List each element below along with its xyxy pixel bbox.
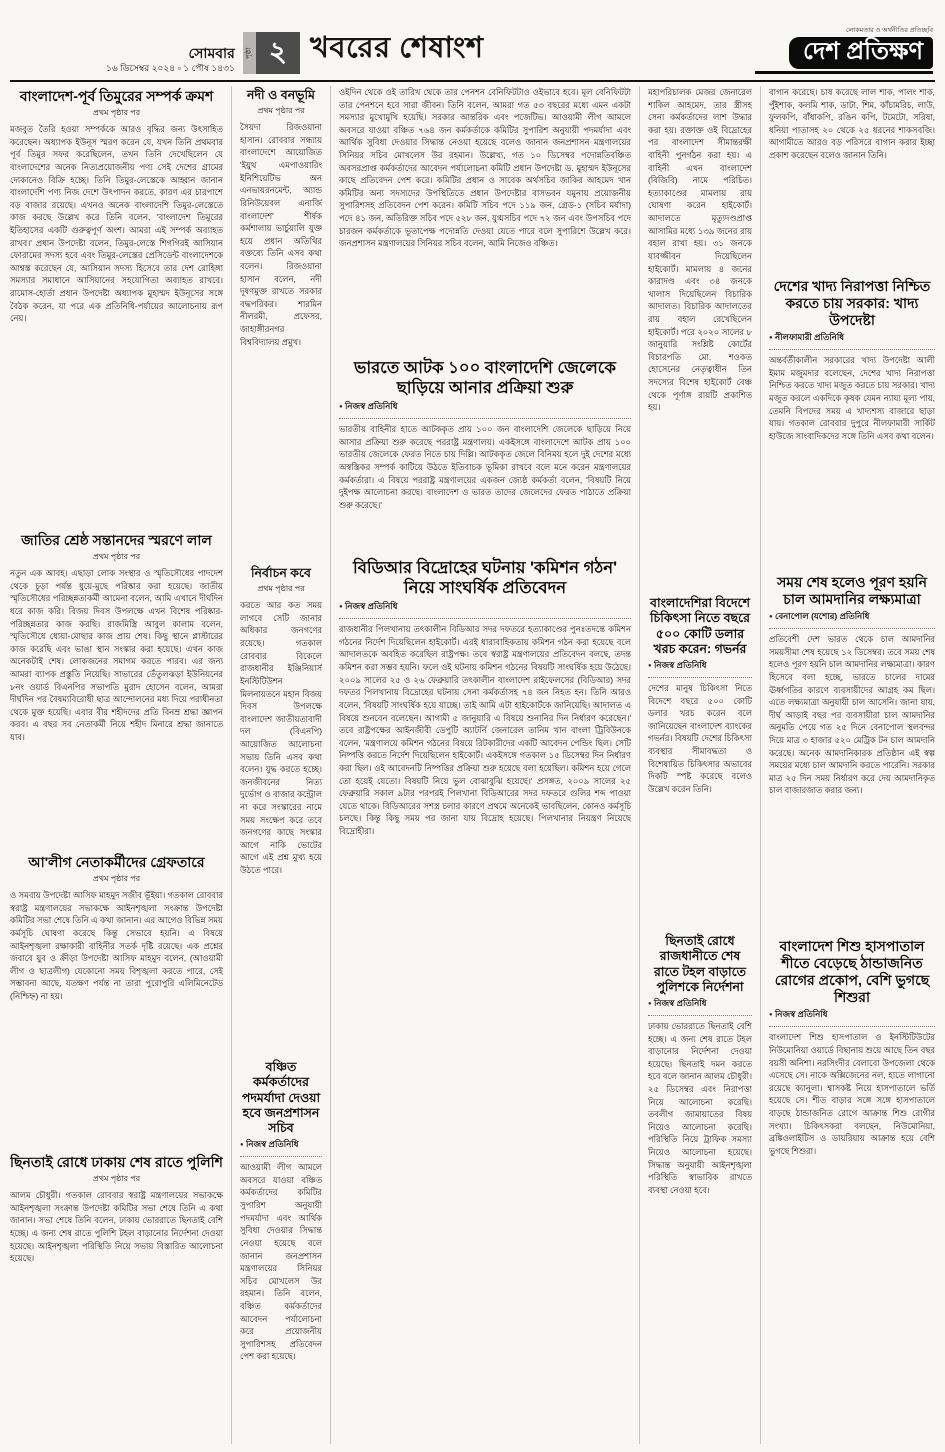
article	[240, 86, 322, 556]
article	[240, 564, 322, 1050]
article-headline: বঞ্চিত কর্মকর্তাদের পদমর্যাদা দেওয়া হবে জনপ্রশাসন সচিব	[241, 1060, 321, 1135]
article-headline: আ'লীগ নেতাকর্মীদের গ্রেফতারে	[28, 854, 205, 870]
article-body: ওইদিন থেকে ওই তারিখ থেকে তার পেনশন বেনিফিটটাও ওইভাবে হবে। মূল বেনিফিটটা তার পেনশনে হবে সারা জীবন। তিনি বলেন, আমরা গত ৫৩ বছরের মধ্যে এমন একটা সমস্যার মুখোমুখি হয়েছি। সরকার আন্তরিক এবং পজেটিভ। আওয়ামী লীগ আমলে অবসরে যাওয়া বঞ্চিত ৭৬৪ জন কর্মকর্তাকে কমিটির সুপারিশ অনুযায়ী পদমর্যাদা এবং আর্থিক সুবিধা দেওয়ার সিদ্ধান্ত নেওয়া হয়েছে বলেও জানান জনপ্রশাসন মন্ত্রণালয়ের সিনিয়র সচিব মোখলেস উর রহমান। উল্লেখ্য, গত ১০ ডিসেম্বর পদোন্নতিবঞ্চিত অবসরপ্রাপ্ত কর্মকর্তাদের আবেদন পর্যালোচনা কমিটি প্রধান উপদেষ্টা ড. মুহাম্মদ ইউনূসের কাছে প্রতিবেদন পেশ করে। কমিটির প্রধান ও সাবেক অর্থসচিব জাকির আহমেদ খান কমিটির অন্য সদস্যদের উপস্থিতিতে প্রধান উপদেষ্টার বাসভবন যমুনায় প্রয়োজনীয় সুপারিশসহ প্রতিবেদন পেশ করেন। কমিটি সচিব পদে ১১৯ জন, গ্রেড-১ (সচিব মর্যাদা) পদে ৪১ জন, অতিরিক্ত সচিব পদে ৫২৮ জন, যুগ্মসচিব পদে ৭২ জন এবং উপসচিব পদে চারজন কর্মকর্তাকে ভূতাপেক্ষ পদোন্নতি দেওয়া যেতে পারে বলে সুপারিশে উল্লেখ করে। জনপ্রশাসন মন্ত্রণালয়ের সিনিয়র সচিব বলেন, আমি নিজেও বঞ্চিত।	[339, 87, 631, 249]
article-headline: ভারতে আটক ১০০ বাংলাদেশি জেলেকে ছাড়িয়ে আনার প্রক্রিয়া শুরু	[354, 359, 616, 398]
article-body: রাজধানীর পিলখানায় তৎকালীন বিডিআর সদর দফতরে হত্যাকাণ্ডের পুনঃতদন্তে কমিশন গঠনের নির্দেশ দিয়েছিলেন হাইকোর্ট। এরই ধারাবাহিকতায় কমিশন গঠন করা হয়েছে বলে আদালতকে অবহিত করেছিল রাষ্ট্রপক্ষ। তবে স্বরাষ্ট্র মন্ত্রণালয়ের প্রতিবেদন বলছে, তদন্ত কমিশন করা সম্ভব হয়নি। ফলে ওই ঘটনায় কমিশন গঠনের বিষয়টি সাংঘর্ষিক হয়ে উঠেছে। ২০০৯ সালের ২৫ ও ২৬ ফেব্রুয়ারি তৎকালীন বাংলাদেশ রাইফেলসের (বিডিআর) সদর দফতর পিলখানায় বিদ্রোহের ঘটনায় সেনা কর্মকর্তাসহ ৭৪ জন নিহত হন। তিনি আরও বলেন, 'বিষয়টি সাংঘর্ষিক হয়ে যাচ্ছে। তাই আমি এটা হাইকোর্টকে জানিয়েছি। আদালত এ বিষয়ে শুনবেন বলেছেন। আগামী ৫ জানুয়ারি এ বিষয়ে শুনানির দিন নির্ধারণ করেছেন।' তবে রাষ্ট্রপক্ষের আইনজীবী ডেপুটি অ্যাটর্নি জেনারেল তানিম খান বাংলা ট্রিবিউনকে বলেন, 'মন্ত্রণালয়ে কমিশন গঠনের বিষয়ে রিটকারীদের একটি আবেদন পেন্ডিং ছিল। সেটি নিষ্পত্তি করতে নির্দেশ দিয়েছিলেন হাইকোর্ট। একইসঙ্গে গতকাল ১৫ ডিসেম্বর দিন নির্ধারণ করা ছিল। ওই আবেদনটি নিষ্পত্তির প্রক্রিয়া শুরু হয়েছে বলা হয়েছিল। কমিশন হয়ে গেলে তো হয়েই যেতো। বিষয়টি নিয়ে ভুল বোঝাবুঝি হয়েছে।' প্রসঙ্গত, ২০০৯ সালের ২৫ ফেব্রুয়ারি সকাল ৯টার পরপরই পিলখানা বিডিআরের সদর দফতরে গুলির শব্দ পাওয়া যেতে থাকে। বিডিআরের সশস্ত্র চলার কারণে প্রথমে অনেকেই ভাবছিলেন, কোনও কর্মসূচি চলছে। কিন্তু কিছু সময় পর জানা যায় বিদ্রোহ হয়েছে। পিলখানার নিয়ন্ত্রণ নিয়েছে বিদ্রোহীরা।	[339, 624, 631, 836]
page-header	[10, 16, 935, 82]
article-headline: ছিনতাই রোধে ঢাকায় শেষ রাতে পুলিশি	[10, 1154, 223, 1170]
article-continuation	[769, 86, 935, 268]
article	[648, 932, 752, 1197]
article-body: ঢাকায় ভোররাতে ছিনতাই বেশি হচ্ছে। এ জন্য শেষ রাতে টহল বাড়ানোর নির্দেশনা দেওয়া হয়েছে। ছিনতাই দমন করতে হবে বলে জানান আলম চৌধুরী। ২৫ ডিসেম্বর এবং নিরাপত্তা নিয়ে আলোচনা করেছি। তবলীগ জামায়াতের বিষয় নিয়েও আলোচনা করেছি। পরিস্থিতি নিয়ে ট্রাফিক সমস্যা নিয়েও আলোচনা হয়েছে। সিদ্ধান্ত অনুযায়ী আইনশৃঙ্খলা পরিস্থিতি স্বাভাবিক রাখতে ব্যবস্থা নেওয়া হবে।	[648, 1021, 752, 1195]
masthead-title: দেশ প্রতিক্ষণ	[789, 37, 933, 69]
article-body: সৈয়দা রিজওয়ানা হাসান। রোববার সন্ধ্যায় বাংলাদেশে আয়োজিত 'ইয়ুথ এমপাওয়ারিং ইনিশিয়েটিভ অন এনভায়রনমেন্ট, অ্যান্ড রিনিউয়েবল এনার্জি বাংলাদেশ' শীর্ষক কর্মশালায় ভার্চুয়ালি যুক্ত হয়ে প্রধান অতিথির বক্তব্যে তিনি এসব কথা বলেন। রিজওয়ানা হাসান বলেন, নদী দূষণমুক্ত রাখতে সরকার বদ্ধপরিকর। শারমিন নীলরমী, প্রফেসর, জাহাঙ্গীরনগর বিশ্ববিদ্যালয় প্রমুখ।	[240, 122, 322, 347]
article-body: প্রতিবেশী দেশ ভারত থেকে চাল আমদানির সময়সীমা শেষ হয়েছে ১২ ডিসেম্বর। তবে সময় শেষ হলেও পূরণ হয়নি চাল আমদানির লক্ষ্যমাত্রা। কারণ হিসেবে বলা হচ্ছে, ভারতে চালের দামের ঊর্ধ্বগতির কারণে ব্যবসায়ীদের আগ্রহ কম ছিল। এতে লক্ষ্যমাত্রা অনুযায়ী চাল আসেনি। জানা যায়, দীর্ঘ আড়াই বছর পর ব্যবসায়ীরা চাল আমদানির অনুমতি পেয়ে গত ২৫ দিনে বেনাপোল স্থলবন্দর দিয়ে মাত্র ৩ হাজার ৫২০ মেট্রিক টন চাল আমদানি করেছে। অনেক আমদানিকারক প্রতিষ্ঠান এই স্বল্প সময়ের মধ্যে চাল আমদানি করতে পারেনি। সরকার মাত্র ২৫ দিন সময় নির্ধারণ করে দেয় আমদানিকৃত চাল বাজারজাত করার জন্য।	[769, 634, 935, 796]
byline-bullet-icon: ●	[769, 335, 773, 342]
byline-bullet-icon: ●	[769, 1012, 773, 1019]
continued-from-label: প্রথম পৃষ্ঠার পর	[257, 584, 305, 594]
masthead-underline	[755, 71, 933, 74]
article	[769, 276, 935, 564]
article-headline: বিডিআর বিদ্রোহের ঘটনায় 'কমিশন গঠন' নিয়ে সাংঘর্ষিক প্রতিবেদন	[353, 559, 617, 598]
article-headline: বাংলাদেশ-পূর্ব তিমুরের সম্পর্ক ক্রমশ	[19, 88, 214, 104]
byline-bullet-icon: ●	[339, 404, 343, 411]
article-headline: সময় শেষ হলেও পূরণ হয়নি চাল আমদানির লক্ষ্যমাত্রা	[777, 574, 927, 608]
article-headline: দেশের খাদ্য নিরাপত্তা নিশ্চিত করতে চায় সরকার: খাদ্য উপদেষ্টা	[773, 278, 931, 329]
article	[10, 1152, 223, 1265]
byline-label: নিজস্ব প্রতিনিধি	[345, 401, 398, 412]
article-continuation	[648, 86, 752, 586]
byline	[769, 1008, 935, 1027]
article	[10, 86, 223, 522]
date-label: ১৬ ডিসেম্বর ২০২৪ ▫ ১ পৌষ ১৪৩১	[106, 62, 235, 73]
byline-bullet-icon: ●	[769, 614, 773, 621]
day-label: সোমবার	[188, 45, 235, 62]
article	[769, 572, 935, 928]
section-title: খবরের শেষাংশ	[309, 32, 484, 64]
byline-label: বেনাপোল (যশোর) প্রতিনিধি	[775, 611, 870, 622]
article-headline: নদী ও বনভূমি	[247, 88, 315, 102]
page-number-logo	[243, 32, 300, 74]
continued-from-label: প্রথম পৃষ্ঠার পর	[92, 552, 141, 562]
content-columns	[10, 86, 935, 1444]
article-body: ও সমবায় উপদেষ্টা আসিফ মাহমুদ সজীব ভূঁইয়া। গতকাল রোববার স্বরাষ্ট্র মন্ত্রণালয়ের সভাকক্ষে আইনশৃঙ্খলা সংক্রান্ত উপদেষ্টা কমিটির সভা শেষে তিনি এ কথা জানান। এর আগেও বিভিন্ন সময় কর্মসূচি ঘোষণা করেছে কিন্তু সেভাবে হয়নি। এ বিষয়ে আইনশৃঙ্খলা রক্ষাকারী বাহিনীর সতর্ক দৃষ্টি রয়েছে। এক প্রশ্নের জবাবে যুব ও ক্রীড়া উপদেষ্টা আসিফ মাহমুদ বলেন, (আওয়ামী লীগ ও ছাত্রলীগ) যেকোনো সময় বিশৃঙ্খলা করতে পারে, সেই সম্ভাবনা আছে, যতক্ষণ পর্যন্ত না তারা পুরোপুরি এলিমিনেটেড (নিশ্চিহ্ন) না হয়।	[10, 890, 223, 1001]
byline-bullet-icon: ●	[648, 663, 652, 669]
byline	[339, 600, 631, 619]
byline	[240, 1138, 322, 1157]
byline	[339, 400, 631, 419]
article-headline: নির্বাচন কবে	[250, 566, 312, 580]
byline-label: নিজস্ব প্রতিনিধি	[654, 660, 707, 670]
article	[10, 852, 223, 1144]
byline-label: নিজস্ব প্রতিনিধি	[654, 998, 707, 1008]
page-number-badge: ২	[256, 32, 300, 74]
article	[339, 556, 631, 838]
masthead-tagline: লোকমতার ও অর্থনীতির প্রতিচ্ছবি	[845, 26, 933, 34]
byline	[769, 331, 935, 350]
article-body: নতুন এক আবহ। এছাড়া লোক সংস্থার ও স্মৃতিসৌধের পাদদেশ থেকে চূড়া পর্যন্ত ধুয়ে-মুছে পরিষ্কার করা হয়েছে। জাতীয় স্মৃতিসৌধের পরিচ্ছন্নতাকর্মী আমেনা বলেন, আমি এখানে দীর্ঘদিন ধরে কাজ করি। বিজয় দিবস উপলক্ষে এখন বিশেষ পরিষ্কার-পরিচ্ছন্নতার কাজ করছি। রাজমিস্ত্রি আবুল কালাম বলেন, স্মৃতিসৌধে ধোয়া-মোছার কাজ প্রায় শেষ। কিছু স্থানে প্লাস্টারের কাজ করেছি এবং ভাঙা স্থান সংস্কার করা হয়েছে। এখন কাজ অনেকটাই শেষ। লোকজনের সমাগম করতে পারব। এর জন্য আমরা ব্যাপক প্রস্তুতি নিয়েছি। সাভারের তেঁতুলঝড়া ইউনিয়নের ৮নং ওয়ার্ড বিএনপির সভাপতি মুরাদ হোসেন বলেন, আমরা দীর্ঘদিন পর বৈষম্যবিরোধী ছাত্র আন্দোলনের মধ্য দিয়ে পরাধীনতা থেকে মুক্ত হয়েছি। এবার বীর শহীদদের প্রতি বিনম্র শ্রদ্ধা জ্ঞাপন করব। এ বছর সব নেতাকর্মী নিয়ে শহীদ মিনারে শ্রদ্ধা জানাতে যাব।	[10, 568, 223, 742]
column-1	[10, 86, 223, 1444]
article	[769, 936, 935, 1157]
byline-bullet-icon: ●	[339, 604, 343, 611]
article-body: বাংলাদেশ শিশু হাসপাতাল ও ইনস্টিটিউটের নিউমোনিয়া ওয়ার্ডে বিছানায় শুয়ে আছে তিন বছর বয়সী অনিশা। নরসিংদীর বেলাবো উপজেলা থেকে এসেছে সে। নাকে অক্সিজেনের নল, হাতে লাগানো রয়েছে ক্যানুলা। শ্বাসকষ্ট নিয়ে হাসপাতালে ভর্তি হয়েছে সে। শীত বাড়ার সঙ্গে সঙ্গে হাসপাতালে বাড়ছে ঠান্ডাজনিত রোগে আক্রান্ত শিশু রোগীর সংখ্যা। চিকিৎসকরা বলছেন, নিউমোনিয়া, ব্রঙ্কিওলাইটিস ও ডায়রিয়ায় আক্রান্ত হয়ে বেশি ভুগছে শিশুরা।	[769, 1032, 935, 1156]
column-5	[760, 86, 935, 1444]
continued-from-label: প্রথম পৃষ্ঠার পর	[92, 1174, 141, 1184]
article-body: মজবুত তৈরি হওয়া সম্পর্ককে আরও বৃদ্ধির জন্য উৎসাহিত করেছেন। অধ্যাপক ইউনূস স্মরণ করেন যে, যখন তিনি প্রথমবার পূর্ব তিমুর সফর করেছিলেন, তখন তিনি দেখেছিলেন যে বাংলাদেশের অনেক নিত্যপ্রয়োজনীয় পণ্য সেই দেশের গ্রামের দোকানেও বিক্রি হচ্ছে। তিনি তিমুর-লেস্তেকে আহ্বান জানান বাংলাদেশি পণ্য নিজ দেশে উৎপাদন করতে, কারণ এর চারপাশে বড় বাজার রয়েছে। এখনও অনেক বাংলাদেশি তিমুর-লেস্তেতে কাজ করছে উল্লেখ করে তিনি বলেন, 'বাংলাদেশ তিমুরের ইতিহাসের একটি গুরুত্বপূর্ণ অংশ। আমরা এই সম্পর্ক অব্যাহত রাখব।' প্রধান উপদেষ্টা বলেন, তিমুর-লেস্তে শিগগিরই আসিয়ান ফোরামের সদস্য হবে এবং তিমুর-লেস্তের প্রেসিডেন্ট বাংলাদেশকে আশ্বস্ত করেছেন যে, আসিয়ান সদস্য হিসেবে তার দেশ রোহিঙ্গা সমস্যার সমাধানে আসিয়ানের সহযোগিতা অব্যাহত রাখবে। রামোস-হোর্তা প্রধান উপদেষ্টা অধ্যাপক মুহাম্মদ ইউনূসের সঙ্গে বৈঠক করেন, যা পরে এক প্রতিনিধি-পর্যায়ের আলোচনায় রূপ নেয়।	[10, 124, 223, 324]
article-body: অন্তর্বর্তীকালীন সরকারের খাদ্য উপদেষ্টা আলী ইমাম মজুমদার বলেছেন, দেশের খাদ্য নিরাপত্তা নিশ্চিত করতে খাদ্য মজুত করতে চায় সরকার। খাদ্য মজুত করলে একদিকে কৃষক যেমন ন্যায্য মূল্য পায়, তেমনি বিপদের সময় এ খাদ্যশস্য বাজারে ছাড়া যায়। গতকাল রোববার দুপুরে নীলফামারী সার্কিট হাউজে সাংবাদিকদের সঙ্গে তিনি এসব কথা বলেন।	[769, 355, 935, 441]
article-body: দেশের মানুষ চিকিৎসা নিতে বিদেশে বছরে ৫০০ কোটি ডলার খরচ করেন বলে জানিয়েছেন বাংলাদেশ ব্যাংকের গভর্নর। বিষয়টি দেশের চিকিৎসা ব্যবস্থার সীমাবদ্ধতা ও বিশেষায়িত চিকিৎসার অভাবের দিকটি স্পষ্ট করেছে বলেও উল্লেখ করেন তিনি।	[648, 683, 752, 794]
article	[240, 1058, 322, 1363]
column-2	[231, 86, 322, 1444]
article-continuation	[339, 86, 631, 348]
date-block	[106, 45, 235, 74]
article-headline: বাংলাদেশিরা বিদেশে চিকিৎসা নিতে বছরে ৫০০ কোটি ডলার খরচ করেন: গভর্নর	[649, 596, 751, 656]
byline	[648, 659, 752, 678]
article-headline: ছিনতাই রোধে রাজধানীতে শেষ রাতে টহল বাড়াতে পুলিশকে নির্দেশনা	[653, 934, 747, 994]
article-body: বাগান করেছে। চাষ করেছে লাল শাক, পালং শাক, পুঁইশাক, কলমি শাক, ডাটা, শিম, কাঁচামরিচ, লাউ, ফুলকপি, বাঁধাকপি, রঙিন কপি, টমেটো, সরিষা, ধনিয়া পাতাসহ ২০ থেকে ২৫ ধরনের শাকসবজি। আগামীতে আরও বড় পরিসরে বাগান করার ইচ্ছা প্রকাশ করেছেন বলেও জানান তিনি।	[769, 87, 935, 161]
article-body: আওয়ামী লীগ আমলে অবসরে যাওয়া বঞ্চিত কর্মকর্তাদের কমিটির সুপারিশ অনুযায়ী পদমর্যাদা এবং আর্থিক সুবিধা দেওয়ার সিদ্ধান্ত নেওয়া হয়েছে বলে জানান জনপ্রশাসন মন্ত্রণালয়ের সিনিয়র সচিব মোখলেস উর রহমান। তিনি বলেন, বঞ্চিত কর্মকর্তাদের আবেদন পর্যালোচনা করে প্রয়োজনীয় সুপারিশসহ প্রতিবেদন পেশ করা হয়েছে।	[240, 1162, 322, 1362]
article-headline: জাতির শ্রেষ্ঠ সন্তানদের স্মরণে লাল	[21, 532, 212, 548]
article-headline: বাংলাদেশ শিশু হাসপাতাল শীতে বেড়েছে ঠান্ডাজনিত রোগের প্রকোপ, বেশি ভুগছে শিশুরা	[774, 938, 930, 1006]
article-body: আলম চৌধুরী। গতকাল রোববার স্বরাষ্ট্র মন্ত্রণালয়ের সভাকক্ষে আইনশৃঙ্খলা সংক্রান্ত উপদেষ্টা কমিটির সভা শেষে তিনি এ কথা জানান। সভা শেষে তিনি বলেন, ঢাকায় ভোররাতে ছিনতাই বেশি হচ্ছে। এ জন্য শেষ রাতে পুলিশি টহল বাড়ানোর নির্দেশনা দেওয়া হয়েছে। আইনশৃঙ্খলা পরিস্থিতি নিয়ে সভায় বিস্তারিত আলোচনা হয়েছে।	[10, 1190, 223, 1264]
article-body: মহাপরিচালক মেজর জেনারেল শাকিল আহমেদ, তার স্ত্রীসহ সেনা কর্মকর্তাদের লাশ উদ্ধার করা হয়। রক্তাক্ত ওই বিদ্রোহের পর বাংলাদেশ সীমান্তরক্ষী বাহিনী পুনর্গঠন করা হয়। এ বাহিনী এখন বাংলাদেশ (বিজিবি) নামে পরিচিত। হত্যাকাণ্ডের মামলায় রায় ঘোষণা করেন হাইকোর্ট। আদালতে মৃত্যুদণ্ডপ্রাপ্ত আসামির মধ্যে ১৩৯ জনের রায় বহাল রাখা হয়। ৩১ জনকে যাবজ্জীবন দিয়েছিলেন হাইকোর্ট। মামলায় ৪ জনের কারাদণ্ড এবং ৩৪ জনকে খালাস দিয়েছিলেন বিচারিক আদালত। বিচারিক আদালতের রায় বহাল রেখেছিলেন হাইকোর্ট। পরে ২০২০ সালের ৮ জানুয়ারি সংশ্লিষ্ট কোর্টের বিচারপতি মো. শওকত হোসেনের নেতৃত্বাধীন তিন সদস্যের বিশেষ হাইকোর্ট বেঞ্চ থেকে পূর্ণাঙ্গ রায়টি প্রকাশিত হয়।	[648, 87, 752, 413]
byline-bullet-icon: ●	[648, 1001, 652, 1007]
byline	[769, 610, 935, 629]
byline-bullet-icon: ●	[240, 1142, 244, 1149]
article-body: ভারতীয় বাহিনীর হাতে আটককৃত প্রায় ১০০ জন বাংলাদেশি জেলেকে ছাড়িয়ে নিয়ে আসার প্রক্রিয়া শুরু করেছে পররাষ্ট্র মন্ত্রণালয়। একইসঙ্গে বাংলাদেশে আটক প্রায় ১০০ ভারতীয় জেলেকে ফেরত নিতে চায় দিল্লি। আটককৃত জেলে বিনিময় হলে দুই দেশের মধ্যে অস্বস্তিকর সম্পর্ক কাটিয়ে উঠতে ইতিবাচক ভূমিকা রাখবে বলে মনে করেন মন্ত্রণালয়ের কর্মকর্তারা। এ বিষয়ে পররাষ্ট্র মন্ত্রণালয়ের একজন জ্যেষ্ঠ কর্মকর্তা বলেন, 'বিষয়টি নিয়ে দুইপক্ষ আলোচনা করছে। বাংলাদেশ ও ভারত তাদের জেলেদের ফেরত পাঠাতে প্রক্রিয়া শুরু করেছে।'	[339, 424, 631, 510]
byline-label: নিজস্ব প্রতিনিধি	[246, 1139, 299, 1150]
byline-label: নিজস্ব প্রতিনিধি	[775, 1009, 828, 1020]
article	[339, 356, 631, 548]
column-3	[330, 86, 631, 1444]
masthead	[755, 25, 935, 74]
byline-label: নীলফামারী প্রতিনিধি	[775, 332, 845, 343]
article	[648, 594, 752, 924]
column-4	[639, 86, 752, 1444]
continued-from-label: প্রথম পৃষ্ঠার পর	[257, 106, 305, 116]
page-tab-label: পৃষ্ঠা	[243, 32, 256, 74]
article	[10, 530, 223, 844]
byline-label: নিজস্ব প্রতিনিধি	[345, 601, 398, 612]
article-body: করতে আর কত সময় লাগবে সেটি জানার অধিকার জনগণের রয়েছে। গতকাল রোববার বিকেলে রাজধানীর ইঞ্জিনিয়ার্স ইনস্টিটিউশন মিলনায়তনে মহান বিজয় দিবস উপলক্ষে বাংলাদেশ জাতীয়তাবাদী দল (বিএনপি) আয়োজিত আলোচনা সভায় তিনি এসব কথা বলেন। যুদ্ধ করতে হচ্ছে। জনজীবনের নিত্য দুর্ভোগ ও বাজার কন্ট্রোল না করে সংস্কারের নামে সময় সংক্ষেপ করে তবে জনগণের কাছে সংস্কার আগে নাকি ভোটের আগে এই প্রশ্ন মুখ্য হয়ে উঠতে পারে।	[240, 600, 322, 876]
byline	[648, 997, 752, 1016]
continued-from-label: প্রথম পৃষ্ঠার পর	[92, 108, 141, 118]
continued-from-label: প্রথম পৃষ্ঠার পর	[92, 874, 141, 884]
